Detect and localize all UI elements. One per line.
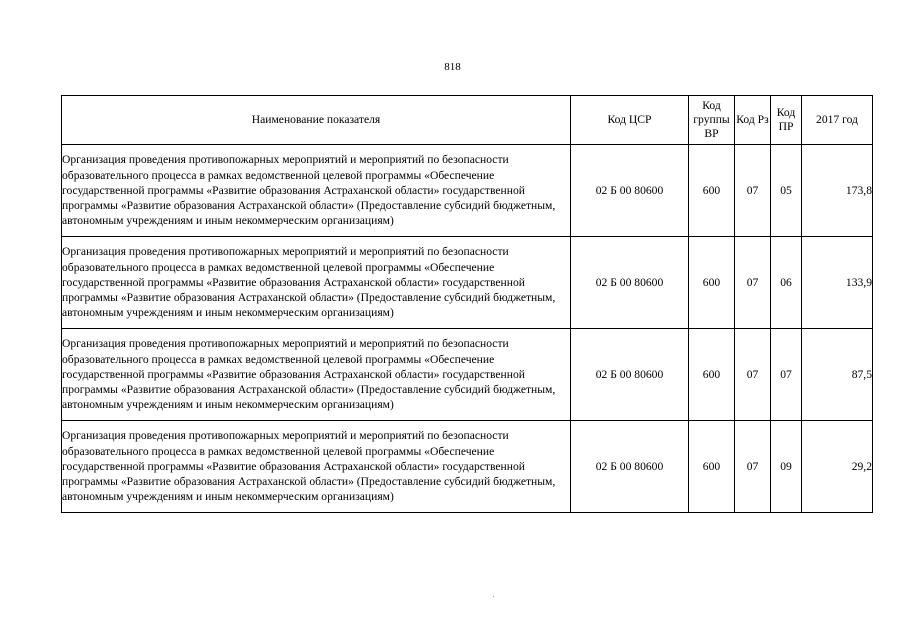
header-name: Наименование показателя bbox=[62, 96, 571, 145]
row-rz-code: 07 bbox=[735, 237, 771, 329]
row-csr-code: 02 Б 00 80600 bbox=[571, 237, 689, 329]
row-vr-code: 600 bbox=[689, 329, 735, 421]
row-pr-code: 06 bbox=[771, 237, 802, 329]
table-header-row bbox=[62, 96, 873, 145]
header-rz-code: Код Рз bbox=[735, 96, 771, 145]
row-name: Организация проведения противопожарных мероприятий и мероприятий по безопасности образовательного процесса в рамках ведомственной целевой программы «Обеспечение государственной программы «Развитие образования Астраханской области» государственной программы «Развитие образования Астраханской области» (Предоставление субсидий бюджетным, автономным учреждениям и иным некоммерческим организациям) bbox=[62, 237, 571, 329]
page-number: 818 bbox=[444, 61, 461, 73]
row-csr-code: 02 Б 00 80600 bbox=[571, 421, 689, 513]
row-vr-code: 600 bbox=[689, 237, 735, 329]
row-amount: 133,9 bbox=[802, 237, 873, 329]
row-name: Организация проведения противопожарных мероприятий и мероприятий по безопасности образовательного процесса в рамках ведомственной целевой программы «Обеспечение государственной программы «Развитие образования Астраханской области» государственной программы «Развитие образования Астраханской области» (Предоставление субсидий бюджетным, автономным учреждениям и иным некоммерческим организациям) bbox=[62, 329, 571, 421]
row-csr-code: 02 Б 00 80600 bbox=[571, 145, 689, 237]
row-amount: 29,2 bbox=[802, 421, 873, 513]
row-name: Организация проведения противопожарных мероприятий и мероприятий по безопасности образовательного процесса в рамках ведомственной целевой программы «Обеспечение государственной программы «Развитие образования Астраханской области» государственной программы «Развитие образования Астраханской области» (Предоставление субсидий бюджетным, автономным учреждениям и иным некоммерческим организациям) bbox=[62, 145, 571, 237]
row-vr-code: 600 bbox=[689, 145, 735, 237]
row-pr-code: 07 bbox=[771, 329, 802, 421]
header-vr-code: Код группы ВР bbox=[689, 96, 735, 145]
table-row bbox=[62, 421, 873, 513]
row-vr-code: 600 bbox=[689, 421, 735, 513]
header-csr-code: Код ЦСР bbox=[571, 96, 689, 145]
row-rz-code: 07 bbox=[735, 329, 771, 421]
row-rz-code: 07 bbox=[735, 145, 771, 237]
row-csr-code: 02 Б 00 80600 bbox=[571, 329, 689, 421]
row-pr-code: 09 bbox=[771, 421, 802, 513]
row-amount: 87,5 bbox=[802, 329, 873, 421]
table-row bbox=[62, 329, 873, 421]
header-year: 2017 год bbox=[802, 96, 873, 145]
budget-table bbox=[61, 95, 873, 513]
row-rz-code: 07 bbox=[735, 421, 771, 513]
table-row bbox=[62, 145, 873, 237]
header-pr-code: Код ПР bbox=[771, 96, 802, 145]
row-name: Организация проведения противопожарных мероприятий и мероприятий по безопасности образовательного процесса в рамках ведомственной целевой программы «Обеспечение государственной программы «Развитие образования Астраханской области» государственной программы «Развитие образования Астраханской области» (Предоставление субсидий бюджетным, автономным учреждениям и иным некоммерческим организациям) bbox=[62, 421, 571, 513]
table-row bbox=[62, 237, 873, 329]
row-pr-code: 05 bbox=[771, 145, 802, 237]
scan-speck bbox=[493, 596, 494, 597]
row-amount: 173,8 bbox=[802, 145, 873, 237]
